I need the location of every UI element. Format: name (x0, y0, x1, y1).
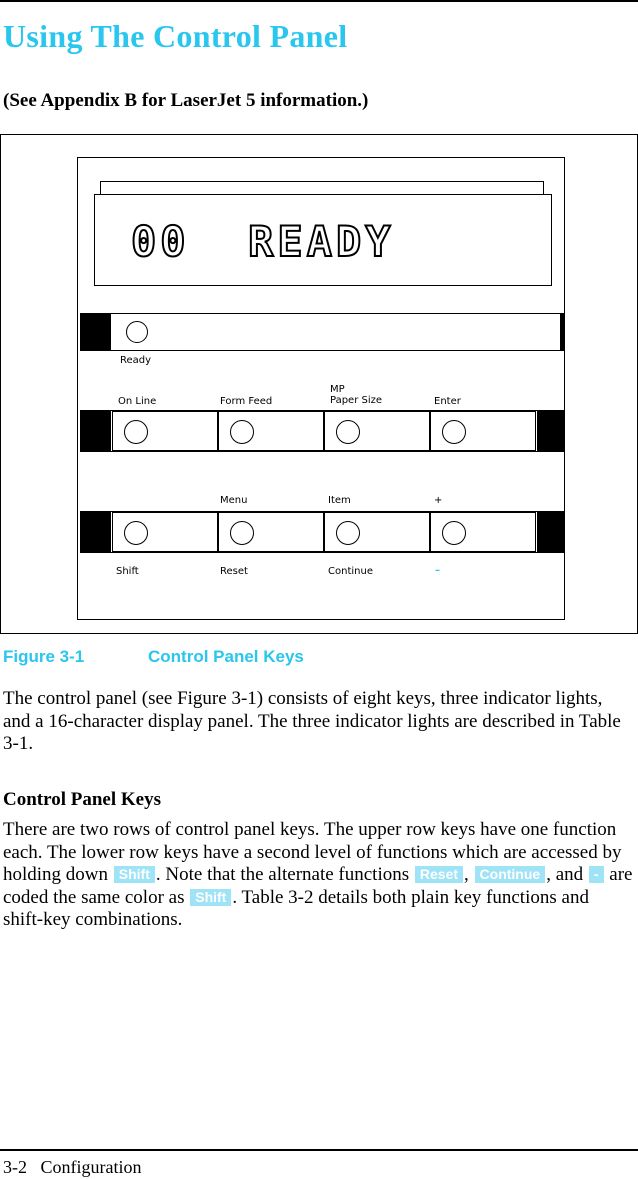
text-run: , (464, 864, 469, 885)
shift-keycap: Shift (114, 866, 155, 883)
plus-minus-key[interactable] (430, 512, 536, 552)
row-end-block (80, 511, 110, 553)
key-icon (124, 420, 148, 444)
intro-paragraph: The control panel (see Figure 3-1) consists of eight keys, three indicator lights, and a 16-character display panel. The three indicator lights are described in Table 3-1. (3, 688, 621, 754)
continue-keycap: Continue (475, 866, 546, 883)
text-run: . Note that the alternate functions (155, 864, 410, 885)
row-end-block (80, 313, 110, 351)
minus-keycap: - (589, 866, 604, 883)
text-run: , and (546, 864, 584, 885)
menu-reset-key[interactable] (218, 512, 324, 552)
shift-keycap: Shift (190, 889, 231, 906)
key-icon (442, 420, 466, 444)
key-icon (336, 521, 360, 545)
bottom-rule (0, 1149, 638, 1151)
key-icon (124, 521, 148, 545)
ready-light-icon (126, 321, 148, 343)
key-label-shift: Shift (116, 566, 139, 577)
formfeed-key[interactable] (218, 411, 324, 451)
figure-control-panel (0, 134, 638, 634)
section-heading: Control Panel Keys (3, 789, 161, 810)
text-run: . Table 3-2 details both plain key functions and shift-key combinations. (3, 886, 589, 930)
key-label-papersize: Paper Size (330, 395, 383, 406)
page-title: Using The Control Panel (3, 18, 348, 54)
ready-label: Ready (120, 355, 152, 366)
enter-key[interactable] (430, 411, 536, 451)
key-label-enter: Enter (434, 396, 461, 407)
row-end-block (536, 511, 564, 553)
key-label-continue: Continue (328, 566, 373, 577)
key-label-menu: Menu (220, 495, 248, 506)
papersize-key[interactable] (324, 411, 430, 451)
key-label-formfeed: Form Feed (220, 396, 273, 407)
display-panel (94, 194, 552, 286)
key-label-mp: MP (330, 384, 345, 395)
key-icon (230, 521, 254, 545)
text-run: There are two rows of control panel keys. The upper row keys have one function each. The lower row keys have a second level of functions which are accessed by holding down (3, 819, 622, 885)
display-text: 00 READY (131, 217, 395, 266)
row-end-block (80, 410, 110, 452)
figure-caption (3, 647, 304, 667)
page-footer: 3-2 Configuration (3, 1157, 142, 1177)
indicator-row (110, 313, 564, 351)
key-label-reset: Reset (220, 566, 248, 577)
section-paragraph (3, 819, 633, 932)
key-label-online: On Line (118, 396, 157, 407)
control-panel-illustration (77, 157, 565, 620)
key-label-item: Item (328, 495, 351, 506)
online-key[interactable] (112, 411, 218, 451)
key-icon (442, 521, 466, 545)
key-icon (336, 420, 360, 444)
key-icon (230, 420, 254, 444)
subtitle: (See Appendix B for LaserJet 5 information.) (3, 90, 369, 111)
key-label-minus: – (435, 565, 440, 576)
caption-number: Figure 3-1 (3, 647, 85, 666)
row-end-block (536, 410, 564, 452)
top-rule (0, 0, 638, 2)
reset-keycap: Reset (415, 866, 463, 883)
text-run: are coded the same color as (3, 864, 633, 908)
caption-title: Control Panel Keys (148, 647, 304, 666)
item-continue-key[interactable] (324, 512, 430, 552)
row-end-block (560, 313, 564, 351)
shift-key[interactable] (112, 512, 218, 552)
key-label-plus: + (434, 495, 443, 506)
